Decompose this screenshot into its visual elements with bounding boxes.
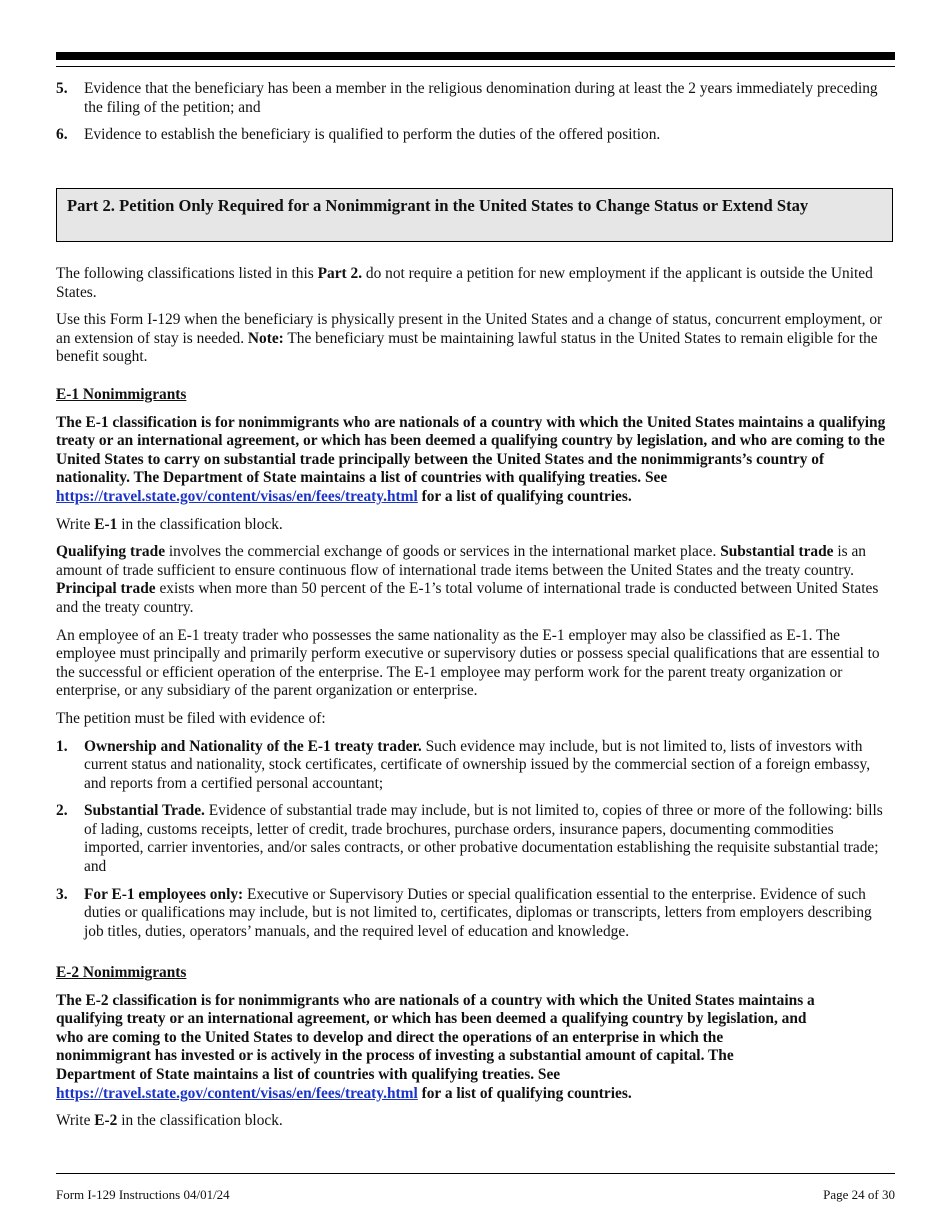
e1-evidence-list: [56, 738, 895, 942]
list-item: 1. Ownership and Nationality of the E-1 treaty trader. Such evidence may include, but is not limited to, lists of investors with current status and nationality, stock certificates, certificate of ownership issued by the commercial section of a foreign embassy, and reports from a certified personal accountant;: [56, 737, 871, 792]
treaty-link[interactable]: https://travel.state.gov/content/visas/en/fees/treaty.html: [56, 1084, 418, 1102]
e2-heading: E-2 Nonimmigrants: [56, 964, 187, 981]
page-number: Page 24 of 30: [823, 1187, 895, 1202]
intro-paragraph: The following classifications listed in this Part 2. do not require a petition for new employment if the applicant is outside the United States.: [56, 265, 873, 301]
e2-write-instruction: Write E-2 in the classification block.: [56, 1112, 283, 1130]
form-id: Form I-129 Instructions 04/01/24: [56, 1187, 230, 1202]
list-item: 2. Substantial Trade. Evidence of substantial trade may include, but is not limited to, copies of three or more of the following: bills of lading, customs receipts, letter of credit, trade brochures, purchase orders, insurance papers, documenting commodities imported, carrier inventories, and/or sales contracts, or other probative documentation establishing the requisite substantial trade; and: [56, 802, 883, 876]
intro-paragraph: Use this Form I-129 when the beneficiary is physically present in the United States and a change of status, concurrent employment, or an extension of stay is needed. Note: The beneficiary must be maintaining lawful status in the United States to remain eligible for the benefit sought.: [56, 311, 883, 366]
e1-write-instruction: Write E-1 in the classification block.: [56, 515, 283, 533]
part-2-heading-box: [56, 188, 893, 242]
list-item: 3. For E-1 employees only: Executive or Supervisory Duties or special qualification essential to the enterprise. Evidence of such duties or qualifications may include, but is not limited to, certificates, diplomas or transcripts, letters from employers describing job titles, duties, operators’ manuals, and the required level of education and knowledge.: [56, 885, 872, 940]
part-2-title: Part 2. Petition Only Required for a Nonimmigrant in the United States to Change Status or Extend Stay: [67, 196, 809, 215]
e1-employee-paragraph: An employee of an E-1 treaty trader who possesses the same nationality as the E-1 employer may also be classified as E-1. The employee must principally and primarily perform executive or supervisory duties or possess special qualifications that are essential to the successful or efficient operation of the enterprise. The E-1 employee may perform work for the parent treaty organization or enterprise, or any subsidiary of the parent organization or enterprise.: [56, 626, 880, 700]
e1-trade-definitions: Qualifying trade involves the commercial exchange of goods or services in the international market place. Substantial trade is an amount of trade sufficient to ensure continuous flow of international trade items between the United States and the treaty country. Principal trade exists when more than 50 percent of the E-1’s total volume of international trade is conducted between United States and the treaty country.: [56, 543, 879, 616]
e2-description: The E-2 classification is for nonimmigrants who are nationals of a country with which the United States maintains a qualifying treaty or an international agreement, or which has been deemed a qualifying country by legislation, and who are coming to the United States to develop and direct the operations of an enterprise in which the nonimmigrant has invested or is actively in the process of investing a substantial amount of capital. The Department of State maintains a list of countries with qualifying treaties. See https://travel.state.gov/content/visas/en/fees/treaty.html for a list of qualifying countries.: [56, 991, 815, 1102]
list-item: 6. Evidence to establish the beneficiary is qualified to perform the duties of the offered position.: [56, 126, 661, 144]
e1-description: The E-1 classification is for nonimmigrants who are nationals of a country with which the United States maintains a qualifying treaty or an international agreement, or which has been deemed a qualifying country by legislation, and who are coming to the United States to carry on substantial trade principally between the United States and the nonimmigrants’s country of nationality. The Department of State maintains a list of countries with qualifying treaties. See https://travel.state.gov/content/visas/en/fees/treaty.html for a list of qualifying countries.: [56, 413, 886, 505]
e1-heading: E-1 Nonimmigrants: [56, 386, 187, 403]
header-rule-thin: [56, 66, 895, 67]
religious-evidence-list: [56, 80, 895, 145]
e1-section: [56, 386, 895, 941]
part-2-intro: [56, 265, 895, 367]
e1-evidence-intro: The petition must be filed with evidence of:: [56, 709, 326, 727]
treaty-link[interactable]: https://travel.state.gov/content/visas/en/fees/treaty.html: [56, 487, 418, 505]
header-rule-thick: [56, 52, 895, 60]
e2-section: [56, 964, 816, 1131]
footer-rule: [56, 1173, 895, 1174]
list-item: 5. Evidence that the beneficiary has been a member in the religious denomination during at least the 2 years immediately preceding the filing of the petition; and: [56, 80, 878, 116]
